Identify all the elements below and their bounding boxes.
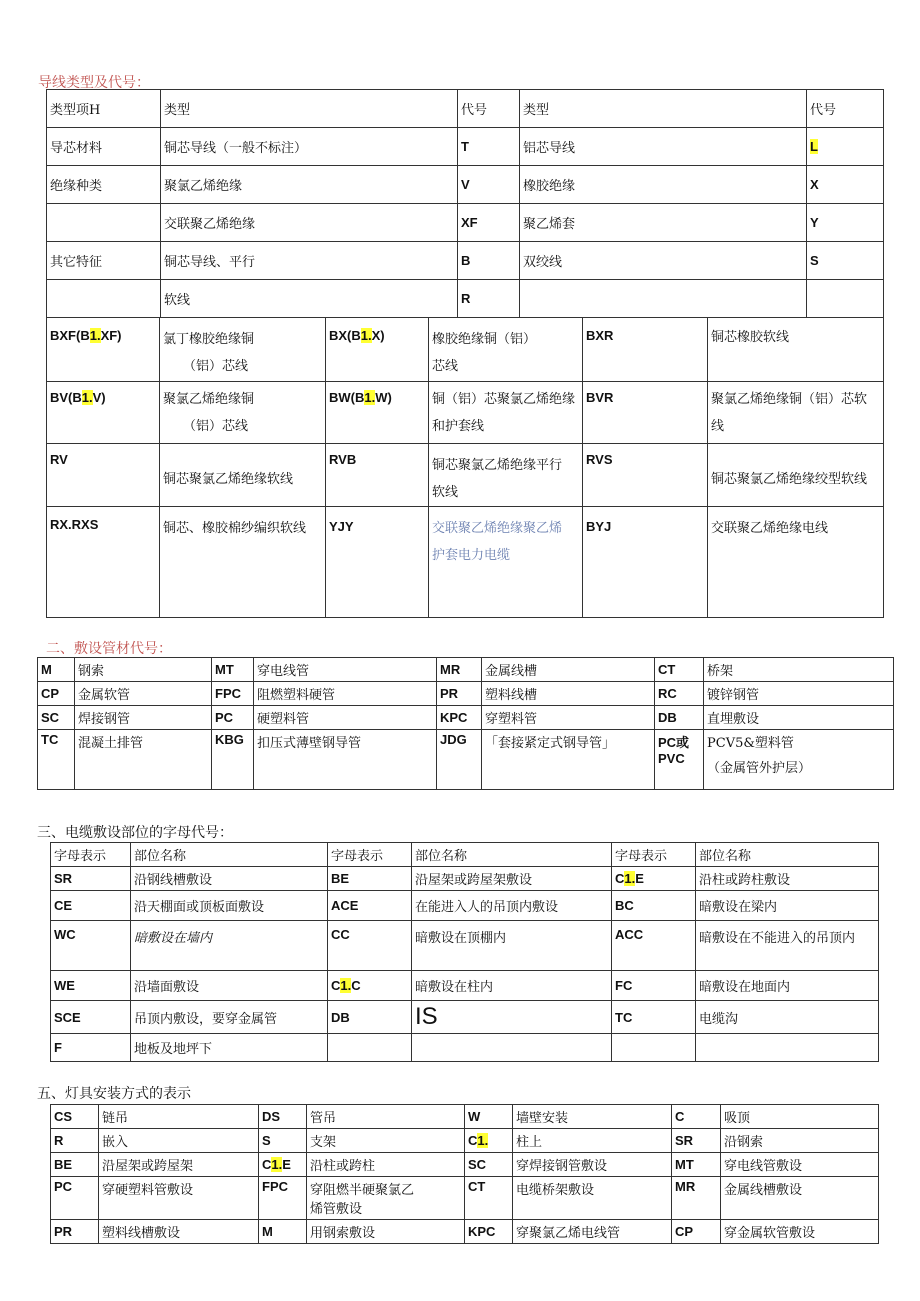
cell	[307, 1177, 465, 1220]
cell: 穿金属软管敷设	[721, 1220, 879, 1244]
cell-line: PC或	[658, 735, 690, 750]
code-cell: SC	[38, 706, 75, 730]
code-cell: DB	[655, 706, 704, 730]
cell: 暗敷设在顶棚内	[412, 921, 612, 971]
table-row	[51, 1153, 879, 1177]
cell	[708, 382, 884, 444]
cell: 聚乙烯套	[520, 204, 807, 242]
cell: 镀锌钢管	[704, 682, 894, 706]
header-cell: 部位名称	[412, 843, 612, 867]
conductor-type-table	[46, 89, 884, 318]
cell: 穿电线管敷设	[721, 1153, 879, 1177]
table-row	[47, 382, 884, 444]
cell-line: 聚氯乙烯绝缘铜	[163, 392, 255, 407]
cell: 穿塑料管	[482, 706, 655, 730]
model-code: BW(B1.W)	[326, 382, 429, 444]
model-code: BYJ	[583, 507, 708, 618]
code-cell: W	[465, 1105, 513, 1129]
cell: 橡胶绝缘	[520, 166, 807, 204]
cell: 沿钢索	[721, 1129, 879, 1153]
header-cell: 部位名称	[696, 843, 879, 867]
cell: 用钢索敷设	[307, 1220, 465, 1244]
cell: 沿屋架或跨屋架	[99, 1153, 259, 1177]
cell-line: 软线	[432, 485, 459, 500]
cell-line: 氯丁橡胶绝缘铜	[163, 332, 255, 347]
code-cell: KPC	[465, 1220, 513, 1244]
model-code: BV(B1.V)	[47, 382, 160, 444]
cell: 铝芯导线	[520, 128, 807, 166]
cell: 塑料线槽敷设	[99, 1220, 259, 1244]
cell-line: 和护套线	[432, 419, 485, 434]
cell: 铜芯聚氯乙烯绝缘软线	[160, 444, 326, 507]
code-cell	[807, 128, 884, 166]
table-row	[51, 1220, 879, 1244]
cell: 类型	[161, 90, 458, 128]
cell	[807, 280, 884, 318]
cell: 铜芯聚氯乙烯绝缘绞型软线	[708, 444, 884, 507]
lamp-installation-table	[50, 1104, 879, 1244]
code-cell: X	[807, 166, 884, 204]
cell	[612, 1034, 696, 1062]
cell: 混凝土排管	[75, 730, 212, 790]
highlight: L	[810, 139, 818, 154]
table-row	[47, 242, 884, 280]
cell: 地板及地坪下	[131, 1034, 328, 1062]
cell: 嵌入	[99, 1129, 259, 1153]
model-code: BX(B1.X)	[326, 318, 429, 382]
cell: 管吊	[307, 1105, 465, 1129]
cell: 沿柱或跨柱	[307, 1153, 465, 1177]
cell: 焊接钢管	[75, 706, 212, 730]
cell: 交联聚乙烯绝缘	[161, 204, 458, 242]
code-cell: ACE	[328, 891, 412, 921]
code-cell: SR	[672, 1129, 721, 1153]
cell: 绝缘种类	[47, 166, 161, 204]
section5-title: 五、灯具安装方式的表示	[37, 1086, 191, 1102]
code-cell: Y	[807, 204, 884, 242]
code-cell: MR	[437, 658, 482, 682]
code-cell: PC	[212, 706, 254, 730]
cell	[520, 280, 807, 318]
cell-line: （金属管外护层）	[707, 761, 812, 776]
code-cell: PR	[51, 1220, 99, 1244]
code-cell: CS	[51, 1105, 99, 1129]
code-cell: RC	[655, 682, 704, 706]
cell	[429, 507, 583, 618]
cell	[704, 730, 894, 790]
cell	[429, 382, 583, 444]
table-row	[47, 280, 884, 318]
code-cell: FPC	[212, 682, 254, 706]
cell: 铜芯导线、平行	[161, 242, 458, 280]
cell: 桥架	[704, 658, 894, 682]
cell-line: 交联聚乙烯绝缘聚乙烯	[432, 521, 563, 536]
table-row	[51, 1001, 879, 1034]
cell-line: 铜芯聚氯乙烯绝缘平行	[432, 458, 563, 473]
cell: 支架	[307, 1129, 465, 1153]
cell	[696, 1034, 879, 1062]
model-code: BXF(B1.XF)	[47, 318, 160, 382]
cell-line: 橡胶绝缘铜（铝）	[432, 332, 537, 347]
code-cell: T	[458, 128, 520, 166]
cell: 「套接紧定式钢导管」	[482, 730, 655, 790]
code-cell: SR	[51, 867, 131, 891]
cell: 硬塑料管	[254, 706, 437, 730]
section2-title: 二、敷设管材代号：	[46, 641, 172, 657]
table-row	[47, 318, 884, 382]
code-cell: MT	[672, 1153, 721, 1177]
code-cell: MR	[672, 1177, 721, 1220]
code-cell: B	[458, 242, 520, 280]
code-cell: WC	[51, 921, 131, 971]
code-cell: C1.	[465, 1129, 513, 1153]
model-code: RVB	[326, 444, 429, 507]
cell: 直埋敷设	[704, 706, 894, 730]
code-cell: TC	[38, 730, 75, 790]
table-row	[38, 706, 894, 730]
cell: 代号	[807, 90, 884, 128]
cell: 沿天棚面或顶板面敷设	[131, 891, 328, 921]
model-code: BXR	[583, 318, 708, 382]
laying-position-table	[50, 842, 879, 1062]
cell: 聚氯乙烯绝缘	[161, 166, 458, 204]
header-cell: 字母表示	[328, 843, 412, 867]
cell: 双绞线	[520, 242, 807, 280]
code-cell: M	[259, 1220, 307, 1244]
cell: 交联聚乙烯绝缘电线	[708, 507, 884, 618]
code-cell: JDG	[437, 730, 482, 790]
table-row	[47, 166, 884, 204]
section1-title: 导线类型及代号：	[38, 75, 150, 91]
cell: 软线	[161, 280, 458, 318]
table-row	[51, 1129, 879, 1153]
header-cell: 部位名称	[131, 843, 328, 867]
cell: 穿电线管	[254, 658, 437, 682]
cell: 铜芯、橡胶棉纱编织软线	[160, 507, 326, 618]
code-cell: C1.C	[328, 971, 412, 1001]
cell: 暗敷设在柱内	[412, 971, 612, 1001]
cell: 暗敷设在不能进入的吊顶内	[696, 921, 879, 971]
model-code: RX.RXS	[47, 507, 160, 618]
table-row	[38, 682, 894, 706]
code-cell: S	[807, 242, 884, 280]
cell: 铜芯导线（一般不标注）	[161, 128, 458, 166]
table-row	[47, 90, 884, 128]
cell-line: PVC	[658, 751, 685, 766]
code-cell: DS	[259, 1105, 307, 1129]
code-cell: XF	[458, 204, 520, 242]
cell: 阻燃塑料硬管	[254, 682, 437, 706]
code-cell: C	[672, 1105, 721, 1129]
cell: 在能进入人的吊顶内敷设	[412, 891, 612, 921]
cell: 穿硬塑料管敷设	[99, 1177, 259, 1220]
code-cell: R	[458, 280, 520, 318]
code-cell: S	[259, 1129, 307, 1153]
wire-model-table	[46, 317, 884, 618]
code-cell: WE	[51, 971, 131, 1001]
cell	[412, 1034, 612, 1062]
cell	[328, 1034, 412, 1062]
cell: 金属软管	[75, 682, 212, 706]
cell: 链吊	[99, 1105, 259, 1129]
conduit-table	[37, 657, 894, 790]
table-row	[47, 444, 884, 507]
cell: 扣压式薄壁钢导管	[254, 730, 437, 790]
cell: 代号	[458, 90, 520, 128]
cell-line: 烯管敷设	[310, 1202, 363, 1217]
code-cell: R	[51, 1129, 99, 1153]
cell: 电缆沟	[696, 1001, 879, 1034]
code-cell: FC	[612, 971, 696, 1001]
table-row	[38, 658, 894, 682]
cell: 沿钢线槽敷设	[131, 867, 328, 891]
table-row	[51, 891, 879, 921]
cell: 暗敷设在梁内	[696, 891, 879, 921]
cell: 电缆桥架敷设	[513, 1177, 672, 1220]
code-cell: V	[458, 166, 520, 204]
code-cell: BC	[612, 891, 696, 921]
section3-title: 三、电缆敷设部位的字母代号：	[37, 825, 233, 841]
code-cell: PC	[51, 1177, 99, 1220]
code-cell: KPC	[437, 706, 482, 730]
cell: 类型	[520, 90, 807, 128]
code-cell: CE	[51, 891, 131, 921]
code-cell: BE	[51, 1153, 99, 1177]
table-row	[47, 507, 884, 618]
cell: 暗敷设在地面内	[696, 971, 879, 1001]
model-code: YJY	[326, 507, 429, 618]
code-cell: CT	[655, 658, 704, 682]
header-cell: 字母表示	[612, 843, 696, 867]
code-cell: BE	[328, 867, 412, 891]
cell	[429, 318, 583, 382]
code-cell: SC	[465, 1153, 513, 1177]
cell-line: 芯线	[432, 359, 459, 374]
cell-line: 线	[711, 419, 725, 434]
table-row	[51, 971, 879, 1001]
cell	[160, 318, 326, 382]
table-row	[51, 921, 879, 971]
cell: 铜芯橡胶软线	[708, 318, 884, 382]
model-code: RVS	[583, 444, 708, 507]
cell: 沿墙面敷设	[131, 971, 328, 1001]
cell	[160, 382, 326, 444]
cell-line: （铝）芯线	[183, 419, 249, 434]
cell-line: （铝）芯线	[183, 359, 249, 374]
cell: 柱上	[513, 1129, 672, 1153]
cell: 类型项H	[47, 90, 161, 128]
code-cell: CP	[38, 682, 75, 706]
cell-line: 聚氯乙烯绝缘铜（铝）芯软	[711, 392, 868, 407]
cell: 墙壁安装	[513, 1105, 672, 1129]
table-row	[47, 204, 884, 242]
table-row	[51, 1034, 879, 1062]
table-row	[51, 1105, 879, 1129]
cell: 钢索	[75, 658, 212, 682]
header-cell: 字母表示	[51, 843, 131, 867]
cell-line: 穿阻燃半硬聚氯乙	[310, 1183, 415, 1198]
cell-line: 铜（铝）芯聚氯乙烯绝缘	[432, 392, 576, 407]
cell: IS	[412, 1001, 612, 1034]
cell: 其它特征	[47, 242, 161, 280]
code-cell: KBG	[212, 730, 254, 790]
cell: 金属线槽	[482, 658, 655, 682]
cell: 吊顶内敷设，要穿金属管	[131, 1001, 328, 1034]
cell: 沿柱或跨柱敷设	[696, 867, 879, 891]
cell: 穿聚氯乙烯电线管	[513, 1220, 672, 1244]
code-cell: F	[51, 1034, 131, 1062]
code-cell: DB	[328, 1001, 412, 1034]
cell: 吸顶	[721, 1105, 879, 1129]
code-cell: C1.E	[259, 1153, 307, 1177]
code-cell: PR	[437, 682, 482, 706]
cell: 暗敷设在墙内	[131, 921, 328, 971]
code-cell: SCE	[51, 1001, 131, 1034]
model-code: BVR	[583, 382, 708, 444]
cell: 金属线槽敷设	[721, 1177, 879, 1220]
cell: 穿焊接钢管敷设	[513, 1153, 672, 1177]
cell: 导芯材料	[47, 128, 161, 166]
code-cell: FPC	[259, 1177, 307, 1220]
code-cell: TC	[612, 1001, 696, 1034]
code-cell: CP	[672, 1220, 721, 1244]
code-cell: ACC	[612, 921, 696, 971]
code-cell: M	[38, 658, 75, 682]
table-row	[51, 843, 879, 867]
code-cell: CT	[465, 1177, 513, 1220]
table-row	[51, 1177, 879, 1220]
table-row	[47, 128, 884, 166]
cell: 沿屋架或跨屋架敷设	[412, 867, 612, 891]
table-row	[51, 867, 879, 891]
cell	[47, 204, 161, 242]
table-row	[38, 730, 894, 790]
cell	[429, 444, 583, 507]
code-cell	[655, 730, 704, 790]
code-cell: C1.E	[612, 867, 696, 891]
code-cell: CC	[328, 921, 412, 971]
cell	[47, 280, 161, 318]
code-cell: MT	[212, 658, 254, 682]
model-code: RV	[47, 444, 160, 507]
cell-line: PCV5&塑料管	[707, 736, 794, 751]
cell-line: 护套电力电缆	[432, 548, 511, 563]
cell: 塑料线槽	[482, 682, 655, 706]
